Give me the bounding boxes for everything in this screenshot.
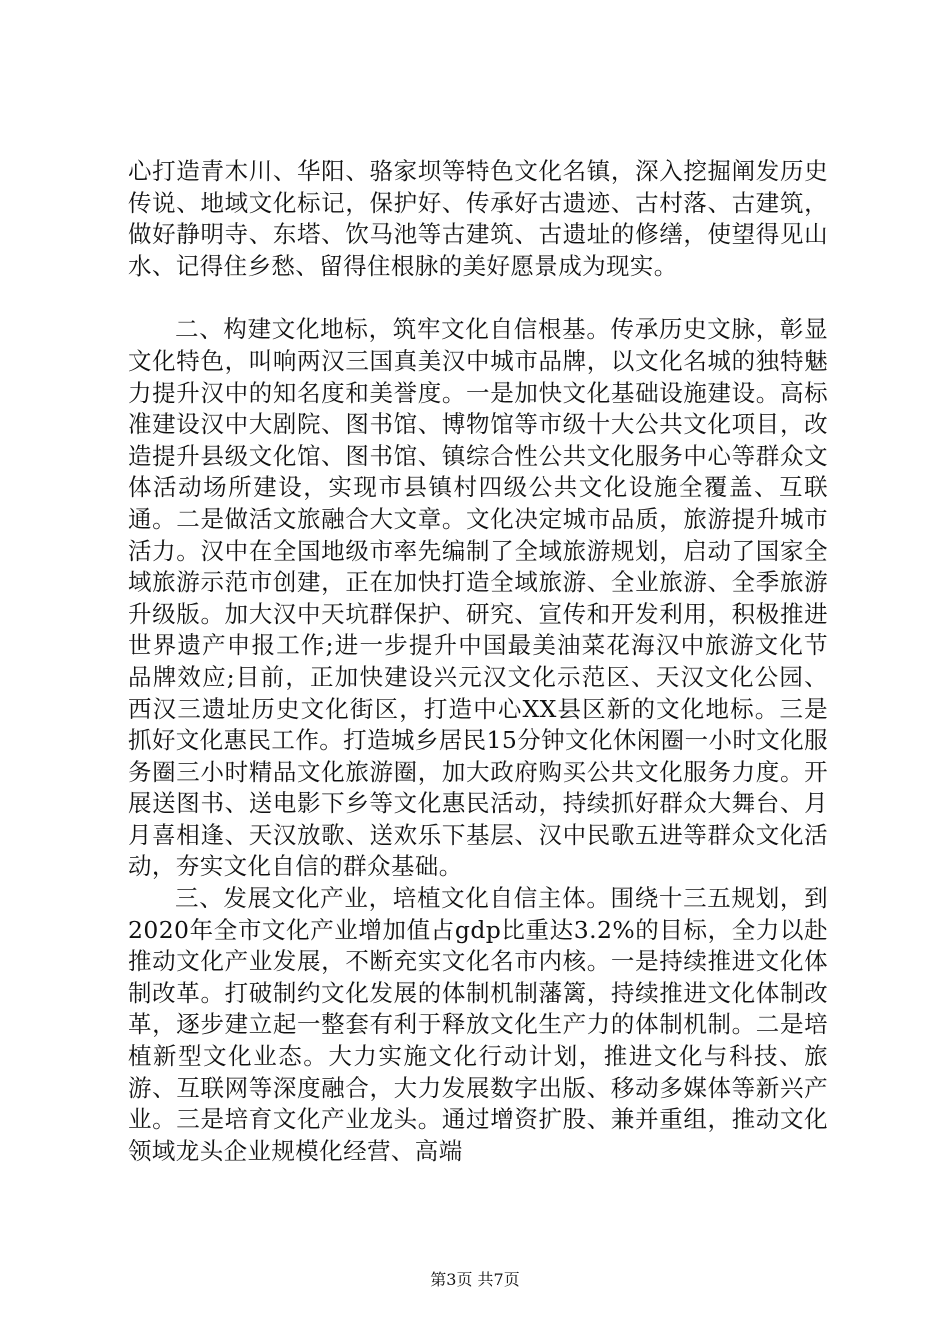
body-text [128, 156, 828, 1167]
paragraph-section-three: 三、发展文化产业，培植文化自信主体。围绕十三五规划，到2020年全市文化产业增加值占gdp比重达3.2%的目标，全力以赴推动文化产业发展，不断充实文化名市内核。一是持续推进文化体制改革。打破制约文化发展的体制机制藩篱，持续推进文化体制改革，逐步建立起一整套有利于释放文化生产力的体制机制。二是培植新型文化业态。大力实施文化行动计划，推进文化与科技、旅游、互联网等深度融合，大力发展数字出版、移动多媒体等新兴产业。三是培育文化产业龙头。通过增资扩股、兼并重组，推动文化领域龙头企业规模化经营、高端 [128, 884, 828, 1165]
paragraph-gap [128, 282, 828, 314]
paragraph-continuation: 心打造青木川、华阳、骆家坝等特色文化名镇，深入挖掘阐发历史传说、地域文化标记，保护好、传承好古遗迹、古村落、古建筑，做好静明寺、东塔、饮马池等古建筑、古遗址的修缮，使望得见山水、记得住乡愁、留得住根脉的美好愿景成为现实。 [128, 157, 828, 280]
page-footer: 第3页 共7页 [430, 1270, 520, 1289]
paragraph-section-two: 二、构建文化地标，筑牢文化自信根基。传承历史文脉，彰显文化特色，叫响两汉三国真美汉中城市品牌，以文化名城的独特魅力提升汉中的知名度和美誉度。一是加快文化基础设施建设。高标准建设汉中大剧院、图书馆、博物馆等市级十大公共文化项目，改造提升县级文化馆、图书馆、镇综合性公共文化服务中心等群众文体活动场所建设，实现市县镇村四级公共文化设施全覆盖、互联通。二是做活文旅融合大文章。文化决定城市品质，旅游提升城市活力。汉中在全国地级市率先编制了全域旅游规划，启动了国家全域旅游示范市创建，正在加快打造全域旅游、全业旅游、全季旅游升级版。加大汉中天坑群保护、研究、宣传和开发利用，积极推进世界遗产申报工作;进一步提升中国最美油菜花海汉中旅游文化节品牌效应;目前，正加快建设兴元汉文化示范区、天汉文化公园、西汉三遗址历史文化街区，打造中心XX县区新的文化地标。三是抓好文化惠民工作。打造城乡居民15分钟文化休闲圈一小时文化服务圈三小时精品文化旅游圈，加大政府购买公共文化服务力度。开展送图书、送电影下乡等文化惠民活动，持续抓好群众大舞台、月月喜相逢、天汉放歌、送欢乐下基层、汉中民歌五进等群众文化活动，夯实文化自信的群众基础。 [128, 315, 828, 881]
